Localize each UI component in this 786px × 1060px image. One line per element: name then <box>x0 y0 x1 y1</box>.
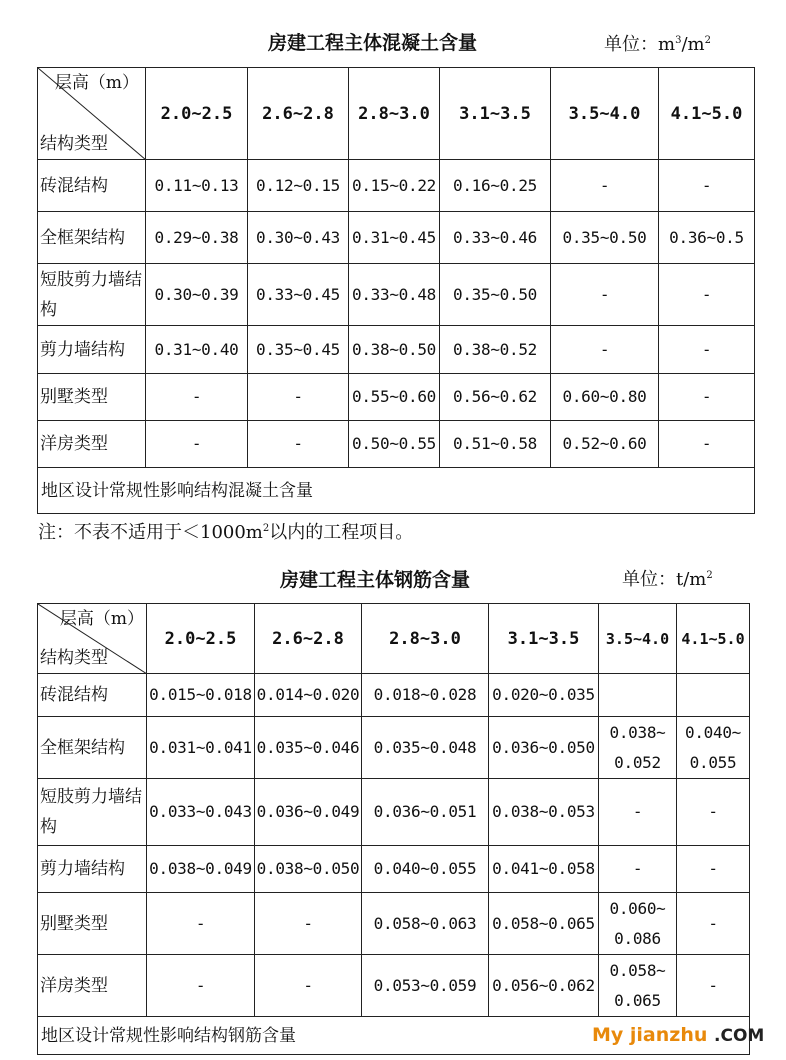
table-row <box>38 955 750 1017</box>
value-cell: 0.56~0.62 <box>440 374 551 421</box>
concrete-unit <box>604 30 711 56</box>
table-row <box>38 326 755 374</box>
value-cell: 0.31~0.45 <box>349 212 440 264</box>
value-cell: 0.035~0.046 <box>255 717 362 779</box>
value-cell: 0.11~0.13 <box>146 160 248 212</box>
value-cell: 0.038~0.049 <box>147 846 255 893</box>
value-cell: 0.12~0.15 <box>248 160 349 212</box>
column-header: 2.8~3.0 <box>349 68 440 160</box>
value-cell: 0.038~0.053 <box>489 779 599 846</box>
value-cell: 0.031~0.041 <box>147 717 255 779</box>
value-cell: 0.36~0.5 <box>659 212 755 264</box>
value-cell: - <box>551 326 659 374</box>
value-cell: - <box>146 421 248 468</box>
concrete-title: 房建工程主体混凝土含量 <box>268 32 478 54</box>
column-header: 2.8~3.0 <box>362 604 489 674</box>
header-structure-type: 结构类型 <box>40 134 108 154</box>
value-cell: 0.33~0.46 <box>440 212 551 264</box>
value-cell: 0.018~0.028 <box>362 674 489 717</box>
value-cell: 0.036~0.050 <box>489 717 599 779</box>
column-header: 4.1~5.0 <box>677 604 750 674</box>
value-cell: 0.35~0.50 <box>440 264 551 326</box>
value-cell: 0.038~ 0.052 <box>599 717 677 779</box>
value-cell: - <box>659 326 755 374</box>
note-text: 注：不表不适用于＜1000m <box>38 522 263 543</box>
value-cell: 0.040~0.055 <box>362 846 489 893</box>
structure-type: 全框架结构 <box>38 212 146 264</box>
value-cell: - <box>677 955 750 1017</box>
note-text: 以内的工程项目。 <box>269 522 414 543</box>
table-footer: 地区设计常规性影响结构钢筋含量 <box>38 1017 750 1055</box>
unit-sup: 3 <box>675 35 682 46</box>
unit-sup: 2 <box>704 35 711 46</box>
value-cell: - <box>659 264 755 326</box>
table-row <box>38 212 755 264</box>
watermark-brand: My jianzhu <box>592 1024 708 1046</box>
value-cell: - <box>255 893 362 955</box>
value-cell: - <box>147 955 255 1017</box>
value-cell: - <box>677 893 750 955</box>
structure-type: 剪力墙结构 <box>38 326 146 374</box>
value-cell: - <box>659 421 755 468</box>
column-header: 3.1~3.5 <box>489 604 599 674</box>
value-cell: 0.38~0.52 <box>440 326 551 374</box>
value-cell: 0.30~0.39 <box>146 264 248 326</box>
unit-base: m <box>658 34 676 55</box>
value-cell: 0.15~0.22 <box>349 160 440 212</box>
header-diagonal-cell <box>38 604 147 674</box>
value-cell <box>599 674 677 717</box>
value-cell: 0.50~0.55 <box>349 421 440 468</box>
unit-mid: /m <box>681 34 705 55</box>
value-cell: 0.020~0.035 <box>489 674 599 717</box>
value-cell: 0.35~0.45 <box>248 326 349 374</box>
column-header: 2.0~2.5 <box>146 68 248 160</box>
value-cell: 0.038~0.050 <box>255 846 362 893</box>
steel-title: 房建工程主体钢筋含量 <box>280 569 471 591</box>
value-cell: 0.29~0.38 <box>146 212 248 264</box>
value-cell: - <box>659 160 755 212</box>
value-cell: - <box>659 374 755 421</box>
column-header: 2.0~2.5 <box>147 604 255 674</box>
table-row <box>38 893 750 955</box>
value-cell: 0.52~0.60 <box>551 421 659 468</box>
table-row <box>38 717 750 779</box>
value-cell: 0.036~0.049 <box>255 779 362 846</box>
value-cell: - <box>677 846 750 893</box>
header-structure-type: 结构类型 <box>40 648 108 668</box>
value-cell: 0.033~0.043 <box>147 779 255 846</box>
value-cell: 0.058~0.063 <box>362 893 489 955</box>
column-header: 2.6~2.8 <box>248 68 349 160</box>
unit-label: 单位： <box>604 34 658 55</box>
column-header: 3.1~3.5 <box>440 68 551 160</box>
value-cell: - <box>677 779 750 846</box>
value-cell: 0.35~0.50 <box>551 212 659 264</box>
unit-base: t/m <box>676 569 707 590</box>
value-cell: - <box>255 955 362 1017</box>
value-cell: 0.015~0.018 <box>147 674 255 717</box>
column-header: 2.6~2.8 <box>255 604 362 674</box>
value-cell: - <box>146 374 248 421</box>
table-row <box>38 846 750 893</box>
value-cell <box>677 674 750 717</box>
concrete-table <box>37 67 755 514</box>
steel-unit <box>622 565 713 591</box>
value-cell: 0.31~0.40 <box>146 326 248 374</box>
table-row <box>38 421 755 468</box>
column-header: 3.5~4.0 <box>599 604 677 674</box>
value-cell: 0.16~0.25 <box>440 160 551 212</box>
value-cell: - <box>248 421 349 468</box>
steel-table <box>37 603 750 1055</box>
value-cell: 0.060~ 0.086 <box>599 893 677 955</box>
note-sup: 2 <box>262 523 270 534</box>
value-cell: - <box>599 846 677 893</box>
structure-type: 剪力墙结构 <box>38 846 147 893</box>
site-watermark <box>592 1024 764 1046</box>
value-cell: 0.053~0.059 <box>362 955 489 1017</box>
table-row <box>38 674 750 717</box>
value-cell: 0.55~0.60 <box>349 374 440 421</box>
structure-type: 洋房类型 <box>38 421 146 468</box>
column-header: 4.1~5.0 <box>659 68 755 160</box>
value-cell: - <box>147 893 255 955</box>
column-header: 3.5~4.0 <box>551 68 659 160</box>
value-cell: 0.51~0.58 <box>440 421 551 468</box>
structure-type: 别墅类型 <box>38 374 146 421</box>
value-cell: - <box>551 160 659 212</box>
value-cell: - <box>599 779 677 846</box>
table-note <box>38 518 413 544</box>
table-row <box>38 160 755 212</box>
table-footer: 地区设计常规性影响结构混凝土含量 <box>38 468 755 514</box>
value-cell: 0.036~0.051 <box>362 779 489 846</box>
value-cell: - <box>551 264 659 326</box>
value-cell: 0.058~0.065 <box>489 893 599 955</box>
value-cell: 0.058~ 0.065 <box>599 955 677 1017</box>
structure-type: 短肢剪力墙结构 <box>38 264 146 326</box>
structure-type: 别墅类型 <box>38 893 147 955</box>
table-row <box>38 779 750 846</box>
table-row <box>38 264 755 326</box>
structure-type: 短肢剪力墙结构 <box>38 779 147 846</box>
value-cell: 0.38~0.50 <box>349 326 440 374</box>
value-cell: 0.33~0.48 <box>349 264 440 326</box>
value-cell: - <box>248 374 349 421</box>
structure-type: 洋房类型 <box>38 955 147 1017</box>
header-diagonal-cell <box>38 68 146 160</box>
table-row <box>38 374 755 421</box>
header-floor-height: 层高（m） <box>59 609 144 629</box>
value-cell: 0.035~0.048 <box>362 717 489 779</box>
unit-label: 单位： <box>622 569 676 590</box>
structure-type: 砖混结构 <box>38 160 146 212</box>
watermark-tld: .COM <box>714 1026 765 1046</box>
value-cell: 0.041~0.058 <box>489 846 599 893</box>
value-cell: 0.30~0.43 <box>248 212 349 264</box>
structure-type: 全框架结构 <box>38 717 147 779</box>
value-cell: 0.040~ 0.055 <box>677 717 750 779</box>
value-cell: 0.014~0.020 <box>255 674 362 717</box>
value-cell: 0.60~0.80 <box>551 374 659 421</box>
header-floor-height: 层高（m） <box>54 73 139 93</box>
unit-sup: 2 <box>706 570 713 581</box>
value-cell: 0.056~0.062 <box>489 955 599 1017</box>
value-cell: 0.33~0.45 <box>248 264 349 326</box>
structure-type: 砖混结构 <box>38 674 147 717</box>
